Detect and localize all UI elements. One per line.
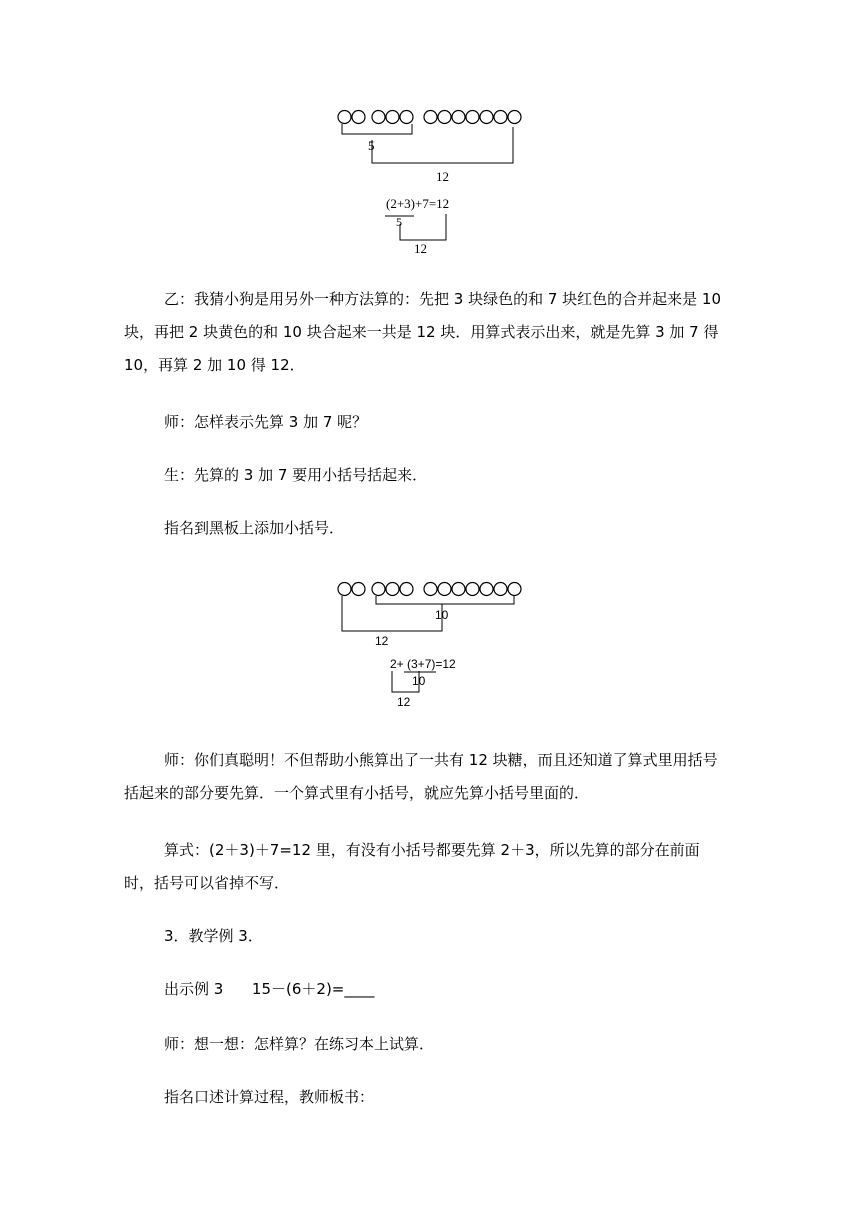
eq-small-label: 5	[396, 215, 402, 229]
equation: (2+3)+7=12	[386, 196, 450, 211]
student-answer: 生：先算的 3 加 7 要用小括号括起来．	[164, 466, 428, 484]
instruction: 指名到黑板上添加小括号．	[164, 519, 345, 537]
paragraph-yi: 乙：我猜小狗是用另外一种方法算的：先把 3 块绿色的和 7 块红色的合并起来是 10 块，再把 2 块黄色的和 10 块合起来一共是 12 块．用算式表示出来，就是先算 3 加 7 得 10，再算 2 加 10 得 12．	[124, 290, 722, 374]
bracket-small	[342, 124, 412, 134]
section-heading: 3．教学例 3．	[164, 927, 263, 945]
circle-row-2	[338, 583, 521, 596]
paragraph-teacher-praise: 师：你们真聪明！不但帮助小熊算出了一共有 12 块糖，而且还知道了算式里用括号括起来的部分要先算．一个算式里有小括号，就应先算小括号里面的．	[124, 751, 718, 802]
board-instruction: 指名口述计算过程，教师板书：	[164, 1088, 375, 1106]
example-3-prompt: 出示例 3 15－(6＋2)=____	[164, 980, 375, 998]
bracket-big	[342, 596, 442, 631]
eq-big-label: 12	[414, 241, 427, 256]
bracket-small-label: 5	[368, 138, 375, 153]
circle-row-1	[338, 111, 521, 124]
teacher-question: 师：怎样表示先算 3 加 7 呢？	[164, 413, 368, 431]
eq-bracket-big	[400, 214, 446, 240]
figure-grouping-diagram-1	[330, 100, 540, 265]
eq-big-label: 12	[397, 695, 411, 709]
bracket-small	[376, 596, 514, 604]
bracket-small-label: 10	[435, 608, 449, 622]
bracket-big-label: 12	[436, 169, 449, 184]
teacher-think: 师：想一想：怎样算？在练习本上试算．	[164, 1035, 435, 1053]
bracket-big-label: 12	[375, 634, 389, 648]
eq-small-label: 10	[412, 674, 426, 688]
equation: 2+ (3+7)=12	[390, 657, 456, 671]
paragraph-formula-note: 算式：(2＋3)＋7=12 里，有没有小括号都要先算 2＋3，所以先算的部分在前面时，括号可以省掉不写．	[124, 841, 700, 892]
bracket-big	[372, 127, 513, 163]
figure-grouping-diagram-2	[330, 572, 540, 717]
